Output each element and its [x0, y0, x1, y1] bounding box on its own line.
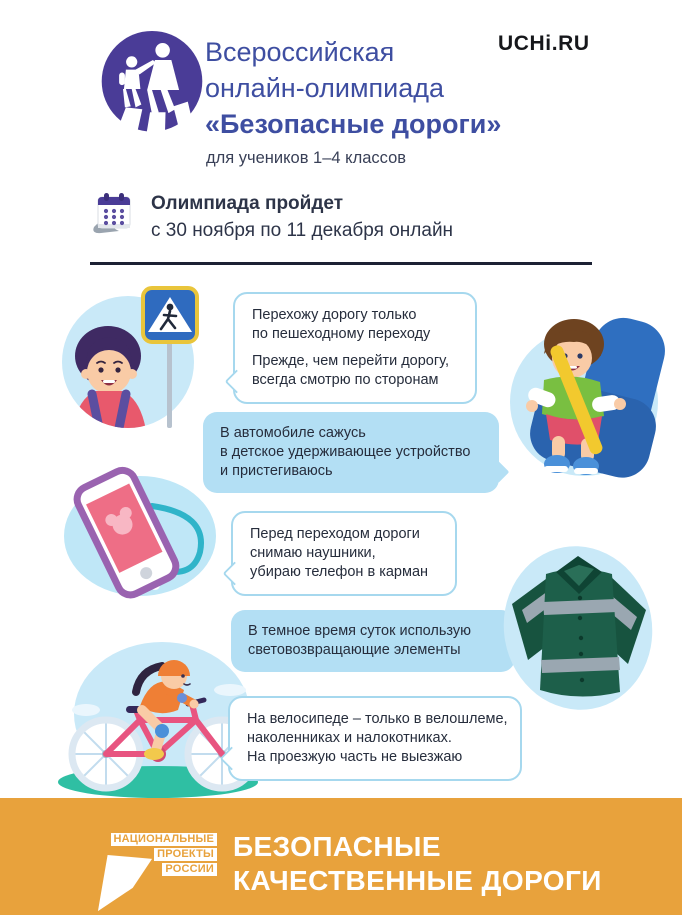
tip-paragraph	[252, 306, 458, 344]
tip-text-line: Прежде, чем перейти дорогу,	[252, 353, 449, 369]
calendar-icon	[92, 191, 136, 237]
footer-title-line: КАЧЕСТВЕННЫЕ ДОРОГИ	[233, 865, 602, 896]
footer-title	[233, 830, 602, 898]
np-logo-line	[95, 831, 217, 846]
tip-paragraph	[250, 525, 438, 582]
tip-text-line: В темное время суток использую	[248, 623, 472, 639]
tip-text-line: наколенниках и налокотниках.	[247, 730, 452, 746]
tip-text-line: в детское удерживающее устройство	[220, 444, 471, 460]
section-divider	[90, 262, 592, 265]
national-projects-flag-icon	[96, 855, 154, 913]
schedule-title: Олимпиада пройдет	[151, 193, 344, 214]
speech-bubble-headphones	[231, 511, 457, 596]
title-line-1: Всероссийская	[205, 37, 395, 67]
footer-title-line: БЕЗОПАСНЫЕ	[233, 831, 441, 862]
tip-paragraph	[248, 622, 498, 660]
tip-text-line: Перехожу дорогу только	[252, 307, 417, 323]
tip-text-line: всегда смотрю по сторонам	[252, 372, 439, 388]
title-line-3: «Безопасные дороги»	[205, 109, 502, 139]
np-logo-text: ПРОЕКТЫ	[154, 848, 217, 861]
tip-text-line: и пристегиваюсь	[220, 463, 333, 479]
speech-bubble-bicycle	[228, 696, 522, 781]
schedule-dates: с 30 ноября по 11 декабря онлайн	[151, 220, 454, 241]
tip-text-line: убираю телефон в карман	[250, 564, 429, 580]
tip-paragraph	[220, 424, 482, 481]
tip-paragraph	[252, 352, 458, 390]
tip-text-line: снимаю наушники,	[250, 545, 376, 561]
reflective-jacket-image	[488, 540, 670, 714]
tip-text-line: На велосипеде – только в велошлеме,	[247, 711, 508, 727]
tip-text-line: В автомобиле сажусь	[220, 425, 366, 441]
tip-text-line: Перед переходом дороги	[250, 526, 420, 542]
speech-bubble-reflective	[231, 610, 515, 672]
pedestrians-crossing-icon	[98, 30, 206, 148]
speech-bubble-crossing	[233, 292, 477, 404]
np-logo-text: РОССИИ	[162, 863, 217, 876]
boy-with-crossing-sign-image	[56, 282, 216, 432]
np-logo-text: НАЦИОНАЛЬНЫЕ	[111, 833, 217, 846]
illustration-boy-with-crossing-sign	[56, 282, 216, 432]
audience-subtitle: для учеников 1–4 классов	[206, 149, 407, 167]
tip-text-line: по пешеходному переходу	[252, 326, 431, 342]
title-line-2: онлайн-олимпиада	[205, 73, 444, 103]
uchi-ru-logo: UCHi.RU	[498, 32, 590, 55]
schedule-text	[151, 191, 453, 244]
olympiad-logo	[98, 30, 206, 148]
page-title	[205, 34, 501, 142]
illustration-child-in-car-seat	[482, 298, 678, 480]
bubble-tail	[224, 369, 248, 393]
child-in-car-seat-image	[482, 298, 678, 480]
speech-bubble-car-seat	[203, 412, 499, 493]
tip-text-line: На проезжую часть не выезжаю	[247, 749, 463, 765]
bubble-tail	[222, 561, 246, 585]
footer-banner	[0, 798, 682, 915]
tip-text-line: световозвращающие элементы	[248, 642, 461, 658]
smartphone-with-earphones-image	[56, 464, 224, 602]
illustration-smartphone-with-earphones	[56, 464, 224, 602]
illustration-reflective-jacket	[488, 540, 670, 714]
tip-paragraph	[247, 710, 508, 767]
schedule-block	[92, 191, 453, 244]
